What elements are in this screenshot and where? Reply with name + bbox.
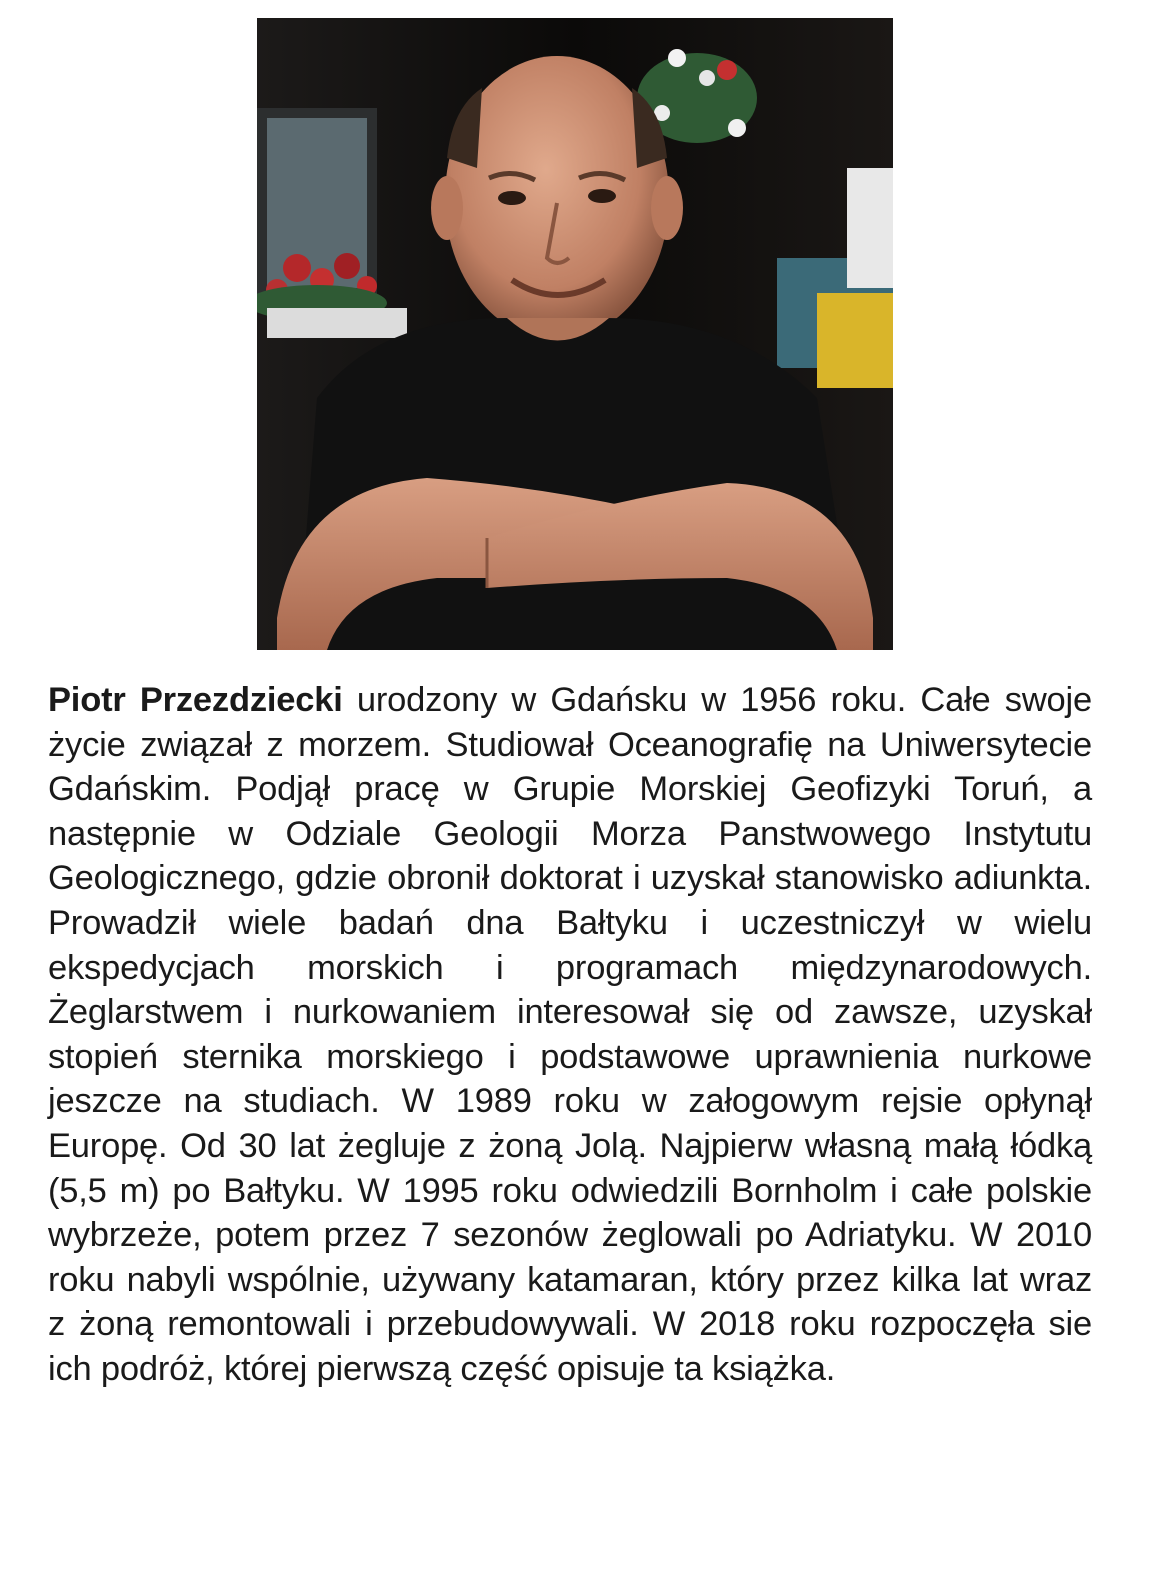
author-bio — [48, 678, 1092, 1392]
author-photo — [257, 18, 893, 650]
bio-text: urodzony w Gdańsku w 1956 roku. Całe swoje życie związał z morzem. Studiował Oceanografię na Uniwersytecie Gdańskim. Podjął pracę w Grupie Morskiej Geofizyki Toruń, a następnie w Odziale Geologii Morza Panstwowego Instytutu Geologicznego, gdzie obronił doktorat i uzyskał stanowisko adiunkta. Prowadził wiele badań dna Bałtyku i uczestniczył w wielu ekspedycjach morskich i programach międzynarodowych. Żeglarstwem i nurkowaniem interesował się od zawsze, uzyskał stopień sternika morskiego i podstawowe uprawnienia nurkowe jeszcze na studiach. W 1989 roku w załogowym rejsie opłynął Europę. Od 30 lat żegluje z żoną Jolą. Najpierw własną małą łódką (5,5 m) po Bałtyku. W 1995 roku odwiedzili Bornholm i całe polskie wybrzeże, potem przez 7 sezonów żeglowali po Adriatyku. W 2010 roku nabyli wspólnie, używany katamaran, który przez kilka lat wraz z żoną remontowali i przebudowywali. W 2018 roku rozpoczęła sie ich podróż, której pierwszą część opisuje ta książka. — [48, 681, 1092, 1388]
author-name: Piotr Przezdziecki — [48, 681, 343, 719]
shirt — [297, 318, 857, 650]
author-portrait-illustration — [257, 18, 893, 650]
